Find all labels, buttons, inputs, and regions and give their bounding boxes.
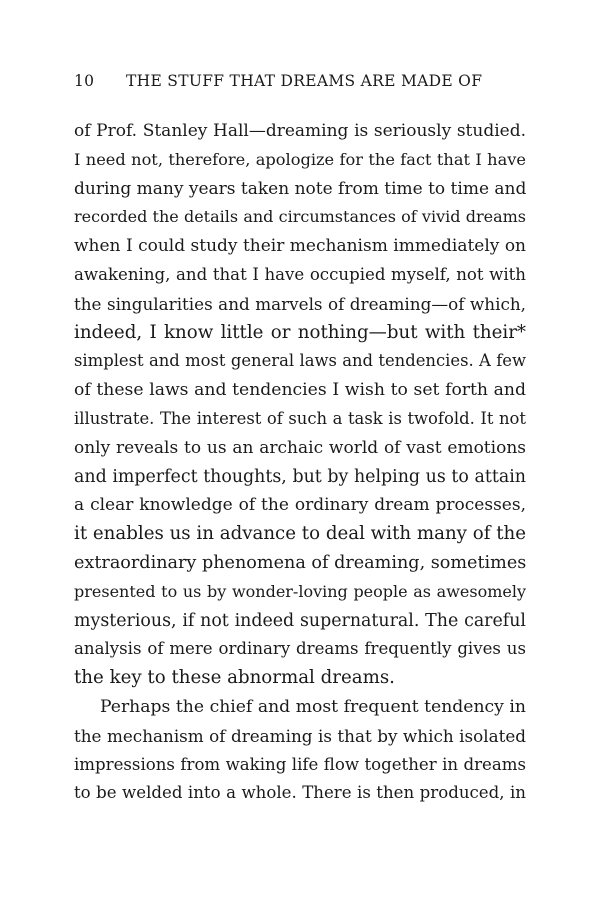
text-line: Perhaps the chief and most frequent tendency in: [100, 696, 526, 717]
paragraph: [74, 117, 526, 693]
text-line: I need not, therefore, apologize for the fact that I have: [74, 149, 526, 169]
text-line: of Prof. Stanley Hall—dreaming is seriously studied.: [74, 121, 526, 141]
text-line: impressions from waking life flow together in dreams: [74, 754, 526, 774]
text-line: simplest and most general laws and tendencies. A few: [74, 351, 526, 371]
text-line: awakening, and that I have occupied myself, not with: [74, 264, 526, 284]
text-line: when I could study their mechanism immediately on: [74, 236, 526, 257]
text-line: recorded the details and circumstances of vivid dreams: [74, 207, 526, 227]
text-line: illustrate. The interest of such a task is twofold. It not: [74, 408, 526, 428]
text-line: the key to these abnormal dreams.: [74, 667, 395, 689]
text-line: it enables us in advance to deal with many of the: [74, 523, 526, 545]
text-line: the mechanism of dreaming is that by which isolated: [74, 725, 526, 746]
text-line: to be welded into a whole. There is then produced, in: [74, 783, 526, 803]
text-line: a clear knowledge of the ordinary dream processes,: [74, 495, 526, 516]
text-line: presented to us by wonder-loving people as awesomely: [74, 581, 526, 601]
running-title: THE STUFF THAT DREAMS ARE MADE OF: [126, 72, 483, 90]
text-line: of these laws and tendencies I wish to set forth and: [74, 380, 526, 401]
text-line: indeed, I know little or nothing—but with their*: [74, 321, 526, 343]
text-line: only reveals to us an archaic world of vast emotions: [74, 437, 526, 458]
running-head: [74, 72, 534, 94]
text-line: the singularities and marvels of dreaming—of which,: [74, 293, 526, 314]
text-line: during many years taken note from time to time and: [74, 178, 526, 199]
text-line: mysterious, if not indeed supernatural. The careful: [74, 610, 526, 631]
page-number: 10: [74, 72, 95, 90]
text-line: and imperfect thoughts, but by helping us to attain: [74, 466, 526, 487]
text-line: analysis of mere ordinary dreams frequently gives us: [74, 639, 526, 659]
text-line: extraordinary phenomena of dreaming, sometimes: [74, 552, 526, 573]
paragraph: [74, 693, 526, 808]
body-text: [74, 117, 526, 808]
